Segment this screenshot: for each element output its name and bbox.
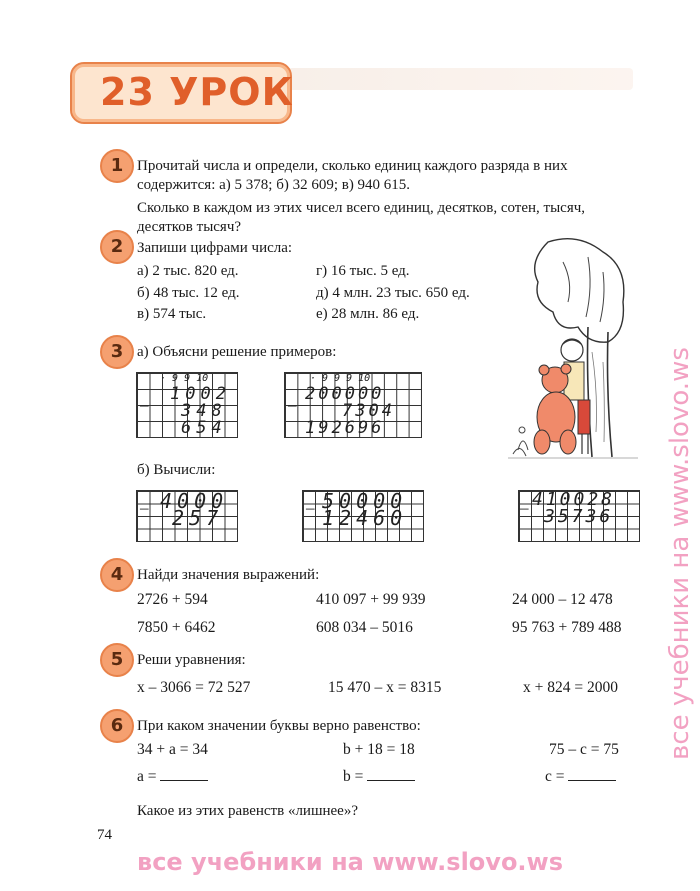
task-1-line2: содержится: а) 5 378; б) 32 609; в) 940 615.: [137, 177, 411, 193]
answer-label-a: a =: [137, 768, 157, 785]
task-1-number: 1: [100, 149, 134, 183]
calc-2-sub: 12460: [322, 506, 408, 530]
example-2-top: 200000: [305, 384, 385, 404]
lesson-title: 23 УРОК: [100, 70, 294, 114]
example-2-carry: · 9 9 9 10: [310, 373, 371, 384]
task-2-item-d: д) 4 млн. 23 тыс. 650 ед.: [316, 285, 470, 301]
task-5-eq-1: x – 3066 = 72 527: [137, 679, 251, 696]
example-1-carry: · 9 9 10: [160, 373, 209, 384]
task-6-answer-1: [137, 766, 208, 786]
bottom-watermark: все учебники на www.slovo.ws: [137, 848, 563, 876]
task-5-eq-2: 15 470 – x = 8315: [328, 679, 442, 696]
task-2-item-v: в) 574 тыс.: [137, 306, 207, 322]
task-4-expr-5: 608 034 – 5016: [316, 619, 413, 636]
task-6-eq-1: 34 + a = 34: [137, 741, 208, 758]
task-2-item-b: б) 48 тыс. 12 ед.: [137, 285, 240, 301]
calc-1-sub: 257: [172, 506, 224, 530]
task-6-answer-2: [343, 766, 415, 786]
task-2-title: Запиши цифрами числа:: [137, 240, 293, 256]
task-6-number: 6: [100, 709, 134, 743]
calc-2-top: 50000: [322, 489, 408, 513]
side-watermark-text: все учебники на www.slovo.ws: [665, 347, 695, 760]
example-2-minus: –: [288, 395, 297, 414]
task-4-expr-3: 24 000 – 12 478: [512, 591, 613, 608]
task-6-eq-2: b + 18 = 18: [343, 741, 415, 758]
calc-3-top: 410028: [532, 489, 616, 510]
task-4-expr-6: 95 763 + 789 488: [512, 619, 622, 636]
example-2-result: 192696: [305, 418, 385, 438]
task-2-item-a: а) 2 тыс. 820 ед.: [137, 263, 239, 279]
calc-1-top: 4000: [160, 489, 229, 513]
example-1-sub: 348: [181, 401, 227, 421]
task-4-number: 4: [100, 558, 134, 592]
answer-blank-c: [568, 766, 616, 781]
example-1-top: 1002: [170, 384, 231, 404]
task-1-line3: Сколько в каждом из этих чисел всего единиц, десятков, сотен, тысяч,: [137, 200, 586, 216]
answer-blank-a: [160, 766, 208, 781]
page-number: 74: [97, 827, 112, 843]
task-6-question: Какое из этих равенств «лишнее»?: [137, 803, 359, 819]
calc-3-sub: 35736: [544, 506, 614, 527]
answer-label-c: c =: [545, 768, 565, 785]
task-2-number: 2: [100, 230, 134, 264]
task-4-title: Найди значения выражений:: [137, 567, 320, 583]
side-watermark: [640, 130, 700, 770]
task-2-item-e: е) 28 млн. 86 ед.: [316, 306, 420, 322]
task-1-line1: Прочитай числа и определи, сколько единиц каждого разряда в них: [137, 158, 568, 174]
calc-1-minus: –: [140, 498, 149, 517]
answer-blank-b: [367, 766, 415, 781]
task-1-line4: десятков тысяч?: [137, 219, 242, 235]
task-5-number: 5: [100, 643, 134, 677]
example-1-result: 654: [181, 418, 227, 438]
boy-with-bear-illustration: [508, 232, 638, 462]
task-2-item-g: г) 16 тыс. 5 ед.: [316, 263, 410, 279]
task-3-part-b: б) Вычисли:: [137, 462, 216, 478]
task-5-title: Реши уравнения:: [137, 652, 246, 668]
task-4-expr-1: 2726 + 594: [137, 591, 208, 608]
header-strip: [288, 68, 633, 90]
calc-3-minus: –: [520, 498, 529, 517]
task-6-title: При каком значении буквы верно равенство:: [137, 718, 421, 734]
task-3-part-a: а) Объясни решение примеров:: [137, 344, 337, 360]
example-2-sub: 7304: [342, 401, 395, 421]
task-6-eq-3: 75 – c = 75: [549, 741, 619, 758]
task-6-answer-3: [545, 766, 616, 786]
task-3-number: 3: [100, 335, 134, 369]
example-1-minus: –: [140, 395, 149, 414]
answer-label-b: b =: [343, 768, 364, 785]
task-4-expr-4: 7850 + 6462: [137, 619, 216, 636]
task-4-expr-2: 410 097 + 99 939: [316, 591, 426, 608]
task-5-eq-3: x + 824 = 2000: [523, 679, 618, 696]
calc-2-minus: –: [306, 498, 315, 517]
